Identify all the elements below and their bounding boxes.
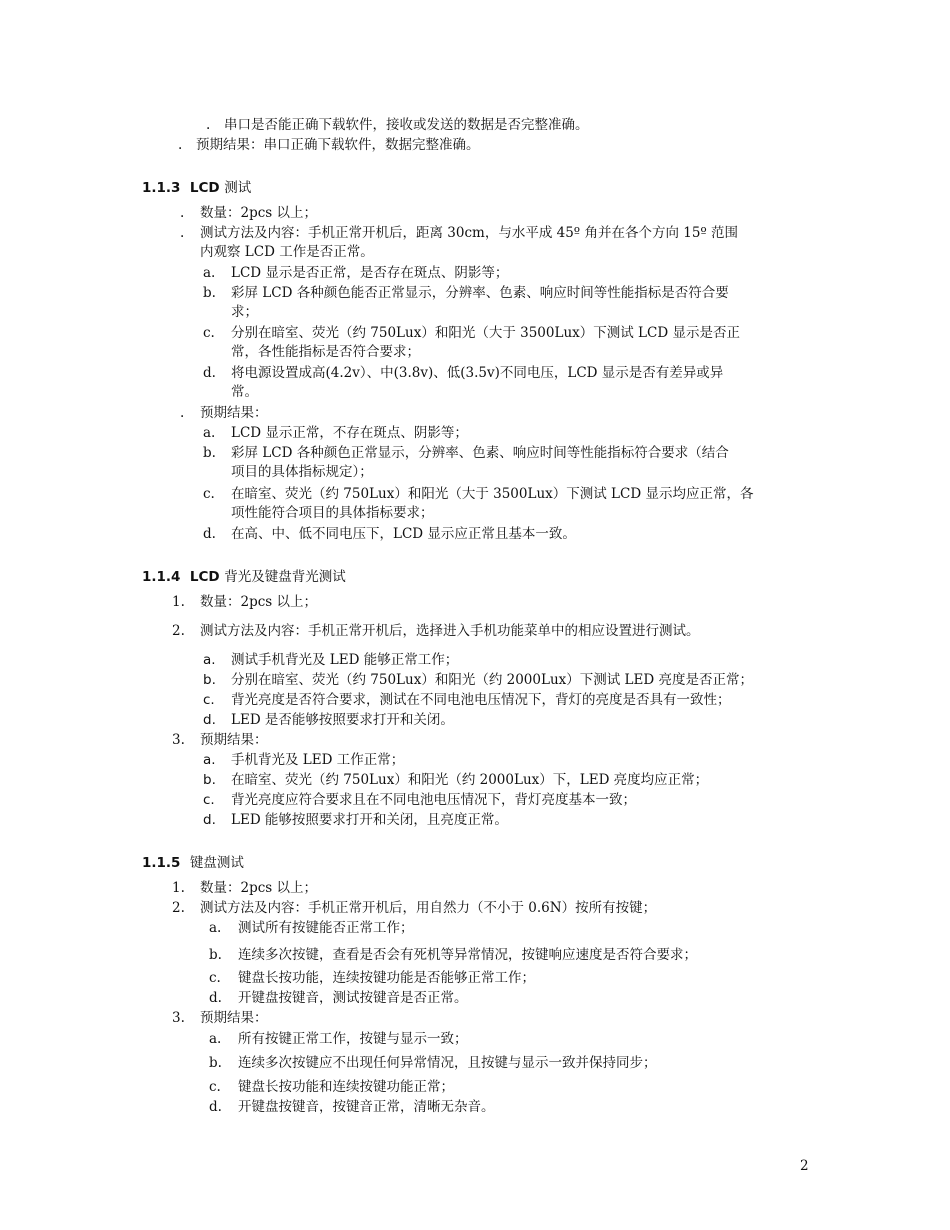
list-number: 1. <box>172 880 185 896</box>
list-marker: b. <box>203 672 216 688</box>
list-marker: b. <box>209 1055 222 1071</box>
method-line: 测试方法及内容：手机正常开机后，选择进入手机功能菜单中的相应设置进行测试。 <box>200 623 700 639</box>
expected-item-c-2: 项性能符合项目的具体指标要求； <box>231 505 434 521</box>
list-number: 2. <box>172 900 185 916</box>
intro-line-1: 串口是否能正确下载软件，接收或发送的数据是否完整准确。 <box>224 117 589 133</box>
list-marker: c. <box>203 325 215 341</box>
expected-item-a: LCD 显示正常，不存在斑点、阴影等； <box>231 425 468 441</box>
quantity-line: 数量：2pcs 以上； <box>200 594 318 610</box>
expected-item-c-1: 在暗室、荧光（约 750Lux）和阳光（大于 3500Lux）下测试 LCD 显示均应正常，各 <box>231 486 754 502</box>
method-item-d-2: 常。 <box>231 384 258 400</box>
section-title-en: LCD <box>189 569 220 585</box>
list-marker: d. <box>203 365 216 381</box>
list-marker: b. <box>209 947 222 963</box>
list-number: 1. <box>172 594 185 610</box>
list-marker: b. <box>203 772 216 788</box>
list-bullet: . <box>180 405 185 421</box>
method-item-b: 连续多次按键，查看是否会有死机等异常情况，按键响应速度是否符合要求； <box>238 947 697 963</box>
section-heading-1-1-5 <box>142 854 244 872</box>
list-marker: a. <box>203 752 216 768</box>
intro-line-2: 预期结果：串口正确下载软件，数据完整准确。 <box>196 137 480 153</box>
list-bullet: . <box>180 205 185 221</box>
list-marker: d. <box>203 712 216 728</box>
list-marker: d. <box>209 1099 222 1115</box>
expected-item-c: 背光亮度应符合要求且在不同电池电压情况下，背灯亮度基本一致； <box>231 792 636 808</box>
section-title-en: LCD <box>189 180 220 196</box>
expected-item-b: 在暗室、荧光（约 750Lux）和阳光（约 2000Lux）下，LED 亮度均应正常； <box>231 772 709 788</box>
expected-item-d: LED 能够按照要求打开和关闭，且亮度正常。 <box>231 812 508 828</box>
quantity-line: 数量：2pcs 以上； <box>200 880 318 896</box>
method-item-a: 测试所有按键能否正常工作； <box>238 920 414 936</box>
expected-label: 预期结果： <box>200 732 268 748</box>
list-bullet: . <box>178 137 183 153</box>
expected-item-a: 所有按键正常工作，按键与显示一致； <box>238 1031 468 1047</box>
method-item-a: 测试手机背光及 LED 能够正常工作； <box>231 652 459 668</box>
method-item-d: 开键盘按键音，测试按键音是否正常。 <box>238 990 468 1006</box>
list-marker: a. <box>203 265 216 281</box>
section-title: 背光及键盘背光测试 <box>224 569 346 585</box>
expected-label: 预期结果： <box>200 1010 268 1026</box>
list-marker: a. <box>209 920 222 936</box>
quantity-line: 数量：2pcs 以上； <box>200 205 318 221</box>
section-heading-1-1-4 <box>142 568 346 586</box>
expected-item-b: 连续多次按键应不出现任何异常情况，且按键与显示一致并保持同步； <box>238 1055 657 1071</box>
list-marker: c. <box>209 970 221 986</box>
method-item-c-2: 常，各性能指标是否符合要求； <box>231 344 420 360</box>
list-marker: c. <box>203 486 215 502</box>
list-marker: a. <box>203 652 216 668</box>
list-marker: b. <box>203 445 216 461</box>
method-item-b-2: 求； <box>231 304 258 320</box>
section-number: 1.1.3 <box>142 180 181 196</box>
method-item-d: LED 是否能够按照要求打开和关闭。 <box>231 712 454 728</box>
method-item-a: LCD 显示是否正常，是否存在斑点、阴影等； <box>231 265 509 281</box>
expected-item-a: 手机背光及 LED 工作正常； <box>231 752 405 768</box>
method-item-c: 背光亮度是否符合要求，测试在不同电池电压情况下，背灯的亮度是否具有一致性； <box>231 692 731 708</box>
list-marker: a. <box>203 425 216 441</box>
expected-item-b-1: 彩屏 LCD 各种颜色正常显示，分辨率、色素、响应时间等性能指标符合要求（结合 <box>231 445 729 461</box>
page-number: 2 <box>800 1158 809 1174</box>
section-number: 1.1.5 <box>142 855 181 871</box>
expected-item-b-2: 项目的具体指标规定）； <box>231 464 373 480</box>
list-marker: c. <box>203 792 215 808</box>
method-item-d-1: 将电源设置成高(4.2v）、中(3.8v)、低(3.5v)不同电压，LCD 显示是否有差异或异 <box>231 365 724 381</box>
method-line-2: 内观察 LCD 工作是否正常。 <box>200 244 374 260</box>
method-item-b-1: 彩屏 LCD 各种颜色能否正常显示，分辨率、色素、响应时间等性能指标是否符合要 <box>231 285 729 301</box>
list-marker: a. <box>209 1031 222 1047</box>
expected-item-c: 键盘长按功能和连续按键功能正常； <box>238 1079 454 1095</box>
method-line: 测试方法及内容：手机正常开机后，用自然力（不小于 0.6N）按所有按键； <box>200 900 657 916</box>
method-item-c: 键盘长按功能，连续按键功能是否能够正常工作； <box>238 970 535 986</box>
list-bullet: . <box>206 117 211 133</box>
section-title: 测试 <box>224 180 252 196</box>
section-title: 键盘测试 <box>189 855 244 871</box>
method-item-b: 分别在暗室、荧光（约 750Lux）和阳光（约 2000Lux）下测试 LED 亮度是否正常； <box>231 672 753 688</box>
section-number: 1.1.4 <box>142 569 181 585</box>
list-marker: c. <box>203 692 215 708</box>
list-marker: c. <box>209 1079 221 1095</box>
list-marker: d. <box>209 990 222 1006</box>
method-item-c-1: 分别在暗室、荧光（约 750Lux）和阳光（大于 3500Lux）下测试 LCD 显示是否正 <box>231 325 740 341</box>
expected-item-d: 开键盘按键音，按键音正常，清晰无杂音。 <box>238 1099 495 1115</box>
list-marker: d. <box>203 812 216 828</box>
list-number: 2. <box>172 623 185 639</box>
expected-item-d: 在高、中、低不同电压下，LCD 显示应正常且基本一致。 <box>231 526 576 542</box>
section-heading-1-1-3 <box>142 179 251 197</box>
list-marker: d. <box>203 526 216 542</box>
method-line-1: 测试方法及内容：手机正常开机后，距离 30cm，与水平成 45º 角并在各个方向 15º 范围 <box>200 225 739 241</box>
list-bullet: . <box>180 225 185 241</box>
list-marker: b. <box>203 285 216 301</box>
list-number: 3. <box>172 732 185 748</box>
list-number: 3. <box>172 1010 185 1026</box>
expected-label: 预期结果： <box>200 405 268 421</box>
